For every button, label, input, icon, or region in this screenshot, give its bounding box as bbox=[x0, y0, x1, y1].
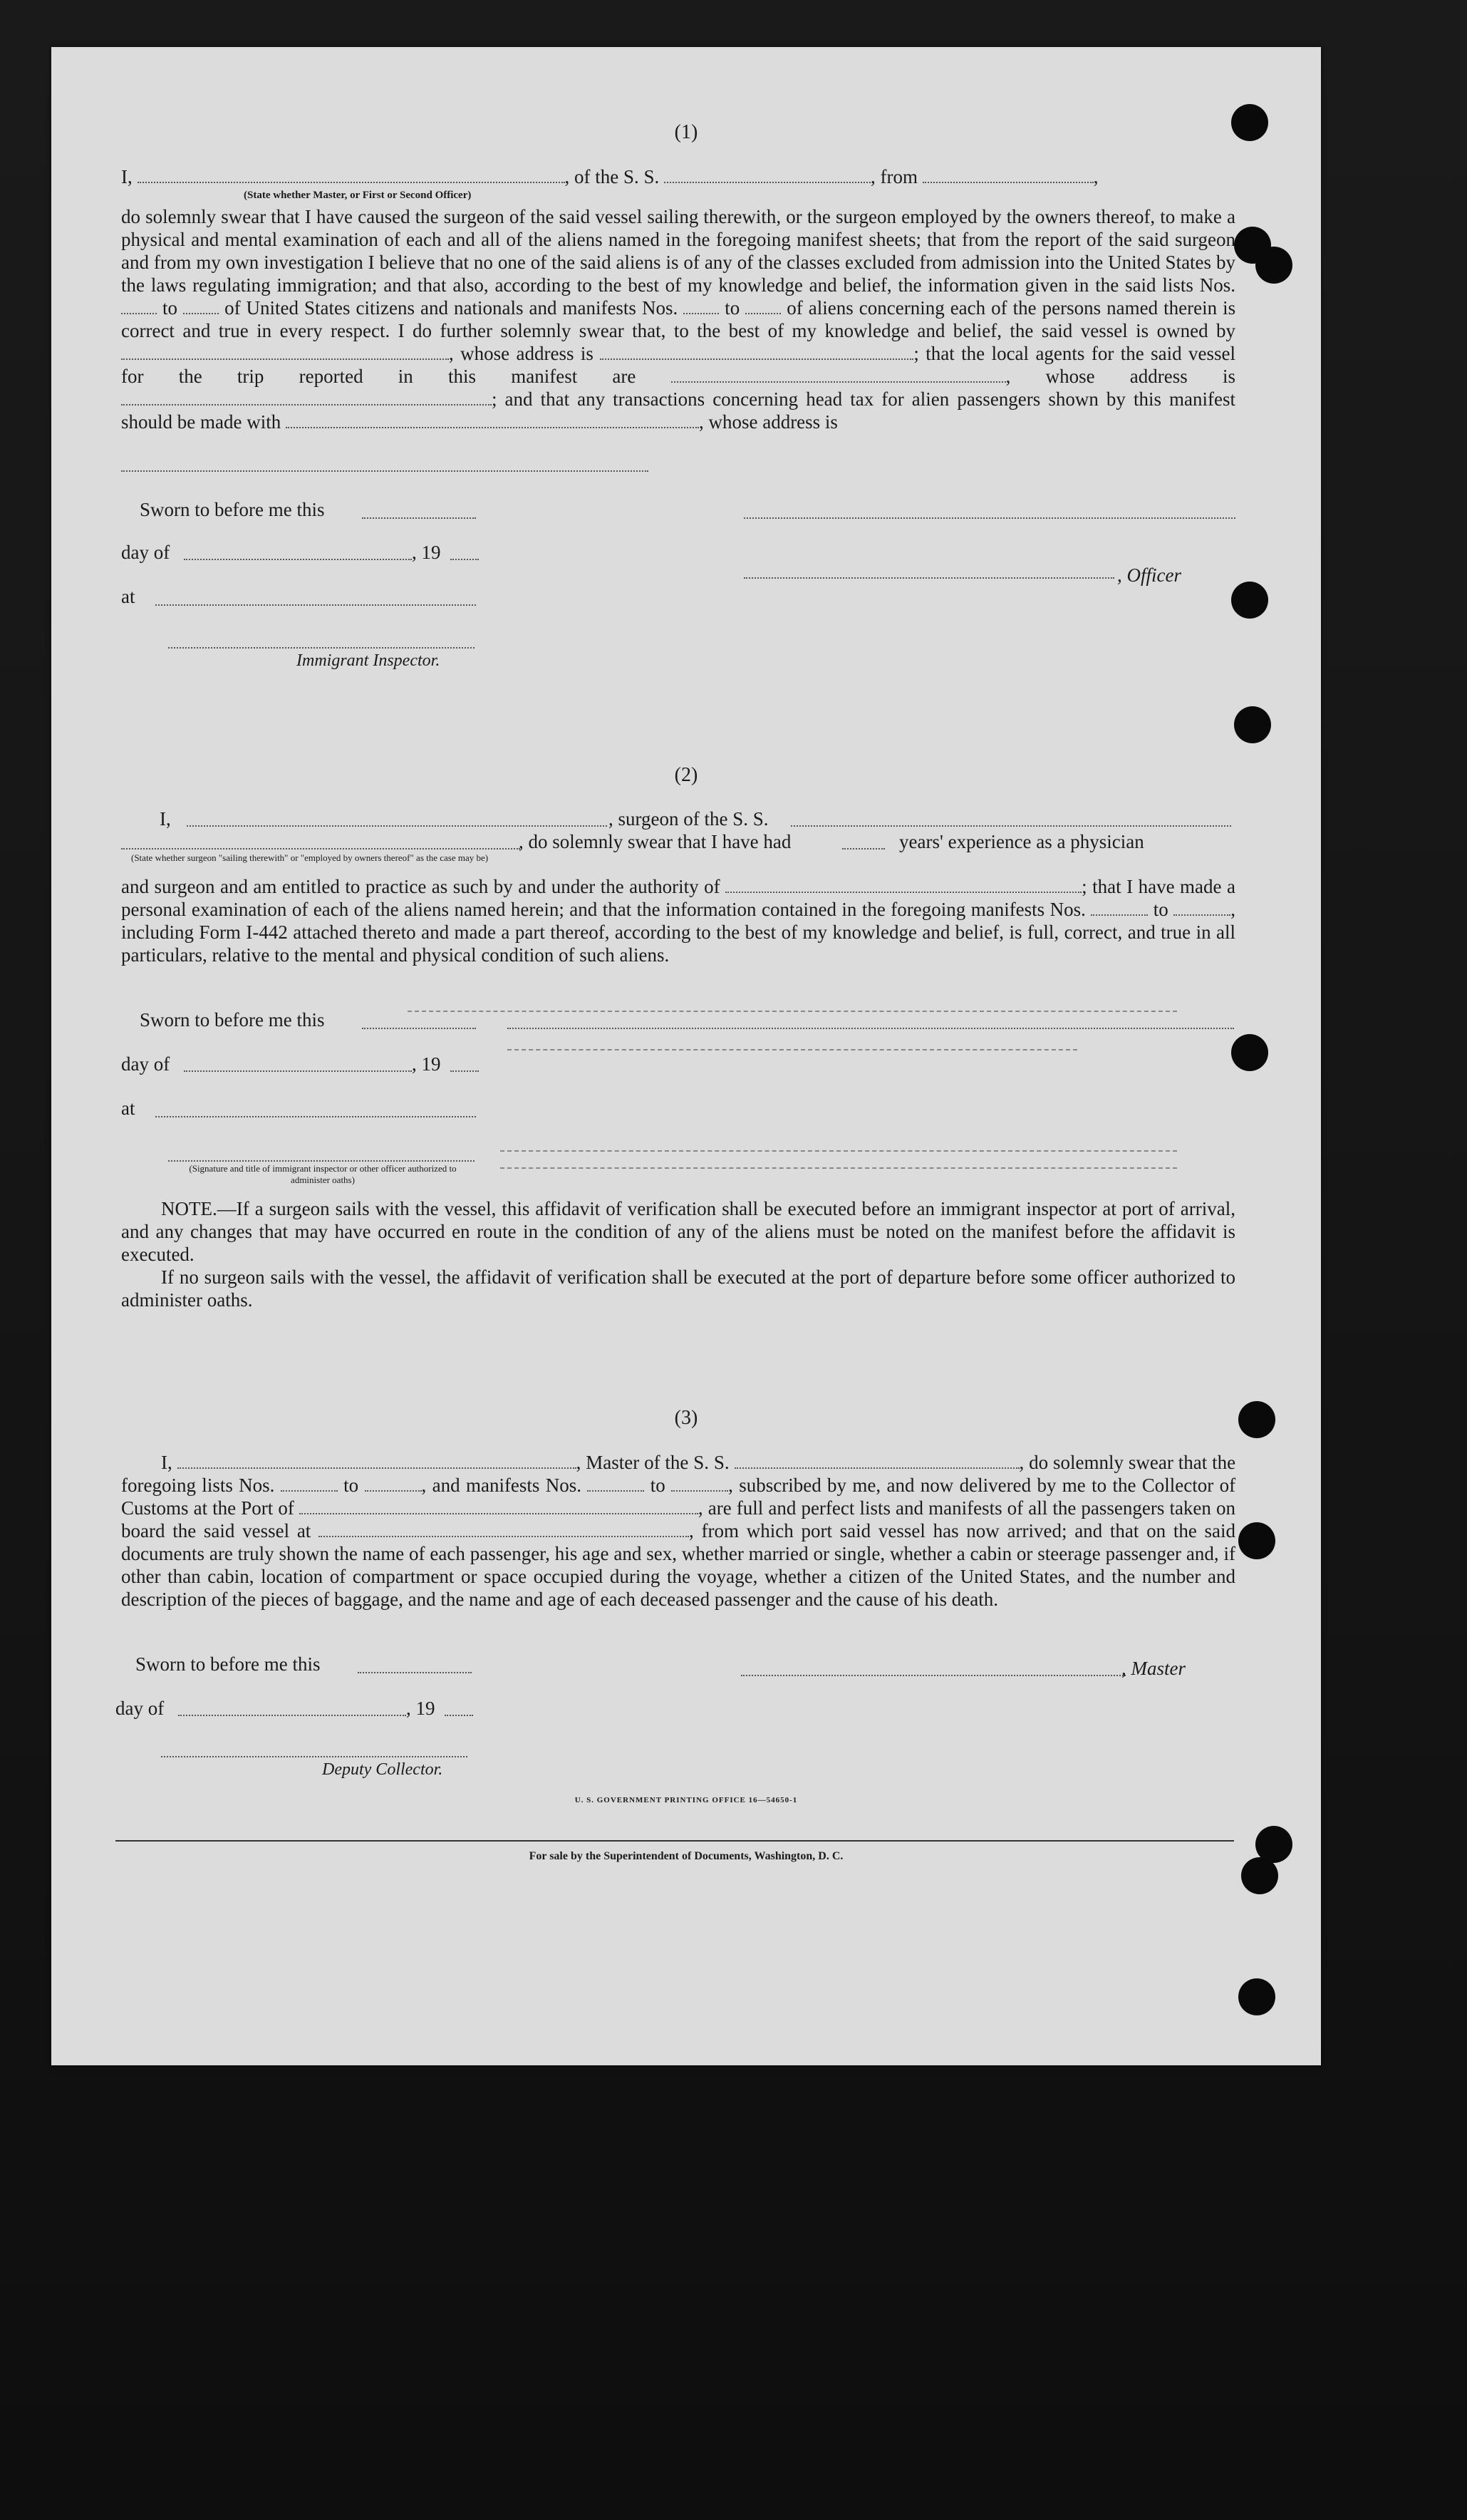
witness-line-2 bbox=[500, 1166, 1177, 1169]
punch-hole bbox=[1238, 1522, 1275, 1559]
master-signature-field[interactable] bbox=[741, 1673, 1126, 1676]
inspector-title: Immigrant Inspector. bbox=[296, 651, 440, 670]
section-2-number: (2) bbox=[674, 764, 698, 786]
local-agents-field[interactable] bbox=[671, 368, 1006, 383]
lists-from-field-3[interactable] bbox=[281, 1477, 338, 1492]
form-page bbox=[51, 47, 1321, 2065]
deputy-signature-field[interactable] bbox=[161, 1755, 467, 1757]
deputy-title: Deputy Collector. bbox=[322, 1760, 443, 1779]
punch-hole bbox=[1231, 1034, 1268, 1071]
sworn-label-2: Sworn to before me this bbox=[140, 1009, 325, 1031]
punch-hole bbox=[1255, 247, 1292, 284]
place-field-1[interactable] bbox=[155, 603, 476, 606]
administrator-signature-note: (Signature and title of immigrant inspector or other officer authorized to administer oaths) bbox=[189, 1163, 457, 1185]
manifests-to-field-2[interactable] bbox=[1173, 902, 1230, 916]
manifests-from-field-2[interactable] bbox=[1091, 902, 1148, 916]
year-field-1[interactable] bbox=[450, 557, 479, 560]
head-tax-address-field[interactable] bbox=[121, 469, 648, 472]
section-2-body: and surgeon and am entitled to practice as such by and under the authority of ; that I have made a personal examination of each of the aliens named herein; and that the information contained in the foregoing manifests Nos. to , including Form I-442 attached thereto and made a part thereof, according to the best of my knowledge and belief, is full, correct, and true in all particulars, relative to the mental and physical condition of such aliens. bbox=[121, 876, 1236, 966]
port-field[interactable] bbox=[299, 1500, 698, 1514]
owner-address-field[interactable] bbox=[600, 346, 913, 360]
officer-signature-field[interactable] bbox=[744, 516, 1235, 519]
punch-hole bbox=[1231, 582, 1268, 619]
surgeon-type-field[interactable] bbox=[121, 847, 520, 850]
inspector-signature-field[interactable] bbox=[168, 646, 475, 649]
surgeon-type-note: (State whether surgeon "sailing therewith" or "employed by owners thereof" as the case may be) bbox=[131, 852, 489, 863]
surgeon-of-label: , surgeon of the S. S. bbox=[608, 808, 769, 830]
manifests-to-field-3[interactable] bbox=[671, 1477, 728, 1492]
punch-hole bbox=[1234, 706, 1271, 743]
month-field-2[interactable] bbox=[184, 1069, 412, 1072]
punch-hole bbox=[1238, 1978, 1275, 2015]
sworn-label-1: Sworn to before me this bbox=[140, 499, 325, 520]
lists-from-field[interactable] bbox=[121, 300, 157, 314]
year-field-3[interactable] bbox=[445, 1713, 473, 1716]
day-of-label-1: day of bbox=[121, 542, 170, 563]
manifests-from-field[interactable] bbox=[683, 300, 719, 314]
officer-title: , Officer bbox=[1117, 564, 1181, 586]
footer-rule bbox=[115, 1840, 1234, 1842]
lists-to-field[interactable] bbox=[183, 300, 219, 314]
day-of-label-3: day of bbox=[115, 1698, 165, 1719]
years-field[interactable] bbox=[842, 847, 885, 850]
section-2-i: I, bbox=[160, 808, 171, 830]
section-3-number: (3) bbox=[674, 1407, 698, 1429]
officer-type-note: (State whether Master, or First or Second Officer) bbox=[244, 190, 472, 201]
officer-signature-line[interactable] bbox=[744, 576, 1114, 579]
master-title: , Master bbox=[1121, 1658, 1186, 1679]
day-of-label-2: day of bbox=[121, 1053, 170, 1075]
sworn-date-field-2[interactable] bbox=[362, 1026, 476, 1029]
years-experience-pre: , do solemnly swear that I have had bbox=[519, 831, 792, 852]
section-1-header: I, , of the S. S. , from , bbox=[121, 166, 1099, 187]
sworn-date-field-1[interactable] bbox=[362, 516, 476, 519]
lists-to-field-3[interactable] bbox=[365, 1477, 422, 1492]
month-field-1[interactable] bbox=[184, 557, 412, 560]
year-label-3: , 19 bbox=[406, 1698, 435, 1719]
place-field-2[interactable] bbox=[155, 1115, 476, 1117]
witness-line bbox=[500, 1149, 1177, 1152]
surgeon-title-field[interactable] bbox=[507, 1048, 1077, 1050]
at-label-2: at bbox=[121, 1098, 135, 1119]
surgeon-signature-line[interactable] bbox=[507, 1026, 1234, 1029]
sworn-label-3: Sworn to before me this bbox=[135, 1653, 321, 1675]
surgeon-signature-field[interactable] bbox=[408, 1009, 1177, 1012]
year-label-1: , 19 bbox=[412, 542, 441, 563]
section-2-note: NOTE.—If a surgeon sails with the vessel, this affidavit of verification shall be executed before an immigrant inspector at port of arrival, and any changes that may have occurred en route in the condition of any of the aliens must be noted on the manifest before the affidavit is executed. If no surgeon sails with the vessel, the affidavit of verification shall be executed at the port of departure before some officer authorized to administer oaths. bbox=[121, 1198, 1235, 1311]
sale-notice: For sale by the Superintendent of Documents, Washington, D. C. bbox=[529, 1850, 844, 1862]
administrator-signature-field[interactable] bbox=[168, 1159, 475, 1162]
year-label-2: , 19 bbox=[412, 1053, 441, 1075]
head-tax-agent-field[interactable] bbox=[286, 414, 699, 428]
section-3-body: I, , Master of the S. S. , do solemnly swear that the foregoing lists Nos. to , and manifests Nos. to , subscribed by me, and now delivered by me to the Collector of Customs at the Port of , are full and perfect lists and manifests of all the passengers taken on board the said vessel at , from which port said vessel has now arrived; and that on the said documents are truly shown the name of each passenger, his age and sex, whether married or single, whether a cabin or steerage passenger and, if other than cabin, location of compartment or space occupied during the voyage, whether a citizen of the United States, and the number and description of the pieces of baggage, and the name and age of each deceased passenger and the cause of his death. bbox=[121, 1452, 1236, 1610]
month-field-3[interactable] bbox=[178, 1713, 406, 1716]
at-label-1: at bbox=[121, 586, 135, 607]
section-1-body: do solemnly swear that I have caused the surgeon of the said vessel sailing therewith, or the surgeon employed by the owners thereof, to make a physical and mental examination of each and all of the aliens named in the foregoing manifest sheets; that from the report of the said surgeon and from my own investigation I believe that no one of the said aliens is of any of the classes excluded from admission into the United States by the laws regulating immigration; and that also, according to the best of my knowledge and belief, the information given in the said lists Nos. to of United States citizens and nationals and manifests Nos. to of aliens concerning each of the persons named therein is correct and true in every respect. I do further solemnly swear that, to the best of my knowledge and belief, the said vessel is owned by , whose address is ; that the local agents for the said vessel for the trip reported in this manifest are , whose address is ; and that any transactions concerning head tax for alien passengers shown by this manifest should be made with , whose address is bbox=[121, 206, 1236, 433]
agents-address-field[interactable] bbox=[121, 391, 492, 406]
manifests-to-field[interactable] bbox=[745, 300, 781, 314]
owner-field[interactable] bbox=[121, 346, 449, 360]
boarding-port-field[interactable] bbox=[318, 1523, 689, 1537]
gpo-imprint: U. S. GOVERNMENT PRINTING OFFICE 16—54650-1 bbox=[574, 1796, 798, 1804]
master-name-field[interactable] bbox=[177, 1455, 576, 1469]
section-1-number: (1) bbox=[674, 121, 698, 143]
master-vessel-field[interactable] bbox=[735, 1455, 1020, 1469]
manifests-from-field-3[interactable] bbox=[587, 1477, 644, 1492]
authority-field[interactable] bbox=[725, 879, 1082, 893]
surgeon-name-field[interactable] bbox=[187, 824, 607, 827]
from-port-field[interactable] bbox=[923, 169, 1094, 183]
vessel-name-field[interactable] bbox=[664, 169, 871, 183]
surgeon-vessel-field[interactable] bbox=[791, 824, 1231, 827]
years-experience-post: years' experience as a physician bbox=[899, 831, 1144, 852]
year-field-2[interactable] bbox=[450, 1069, 479, 1072]
officer-name-field[interactable] bbox=[138, 169, 565, 183]
sworn-date-field-3[interactable] bbox=[358, 1670, 472, 1673]
